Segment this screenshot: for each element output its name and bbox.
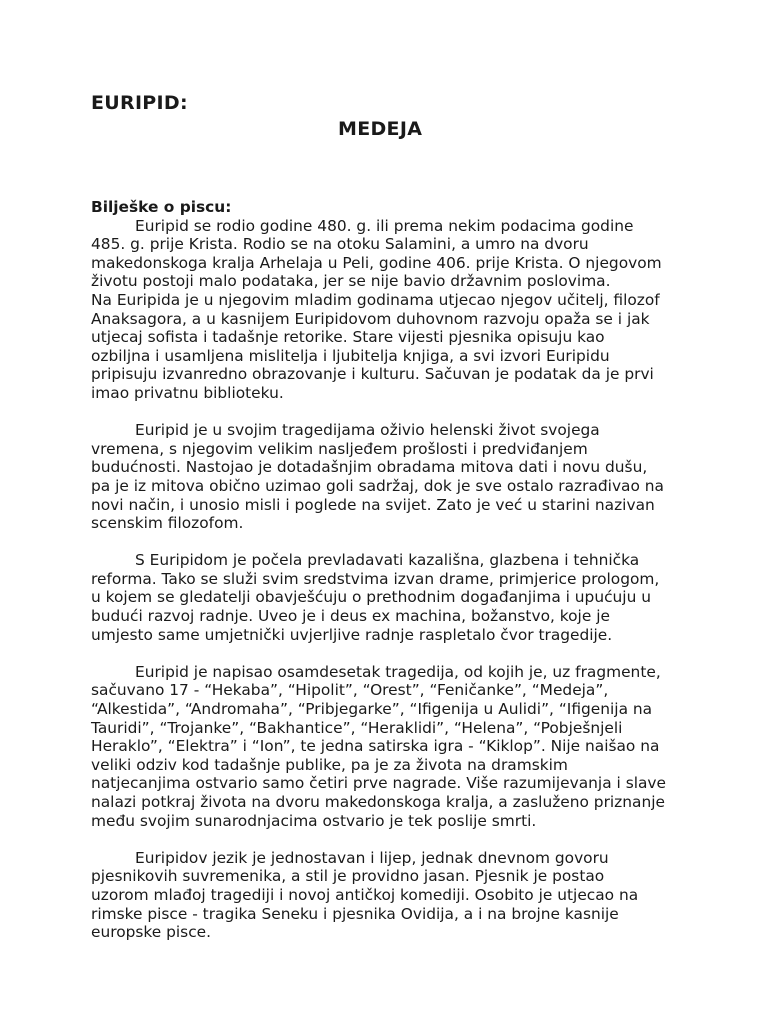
paragraph-line: vremena, s njegovim velikim nasljeđem prošlosti i predviđanjem: [91, 439, 588, 458]
paragraph-gap: [91, 403, 683, 422]
paragraph-line: budući razvoj radnje. Uveo je i deus ex machina, božanstvo, koje je: [91, 607, 610, 626]
paragraph-line: utjecaj sofista i tadašnje retorike. Stare vijesti pjesnika opisuju kao: [91, 328, 605, 347]
paragraph-line: sačuvano 17 - “Hekaba”, “Hipolit”, “Orest”, “Feničanke”, “Medeja”,: [91, 681, 609, 700]
paragraph-line: 485. g. prije Krista. Rodio se na otoku Salamini, a umro na dvoru: [91, 235, 589, 254]
paragraph-line: “Alkestida”, “Andromaha”, “Pribjegarke”, “Ifigenija u Aulidi”, “Ifigenija na: [91, 700, 653, 719]
paragraph-3: [91, 421, 683, 533]
paragraph-line: Euripid je u svojim tragedijama oživio helenski život svojega: [135, 421, 600, 440]
paragraph-line: Na Euripida je u njegovim mladim godinama utjecao njegov učitelj, filozof: [91, 290, 660, 309]
document-body: [91, 198, 683, 942]
paragraph-line: S Euripidom je počela prevladavati kazališna, glazbena i tehnička: [135, 551, 640, 570]
paragraph-line: uzorom mlađoj tragediji i novoj antičkoj komediji. Osobito je utjecao na: [91, 885, 639, 904]
paragraph-line: rimske pisce - tragika Seneku i pjesnika Ovidija, a i na brojne kasnije: [91, 904, 619, 923]
paragraph-2: [91, 291, 683, 403]
paragraph-1: [91, 217, 683, 291]
paragraph-gap: [91, 533, 683, 552]
author-heading: EURIPID:: [91, 92, 188, 114]
section-heading: Bilješke o piscu:: [91, 198, 232, 216]
paragraph-line: natjecanjima ostvario samo četiri prve nagrade. Više razumijevanja i slave: [91, 774, 667, 793]
paragraph-line: Euripid se rodio godine 480. g. ili prema nekim podacima godine: [135, 216, 634, 235]
paragraph-line: pjesnikovih suvremenika, a stil je providno jasan. Pjesnik je postao: [91, 867, 605, 886]
paragraph-line: Tauridi”, “Trojanke”, “Bakhantice”, “Heraklidi”, “Helena”, “Pobješnjeli: [91, 718, 623, 737]
paragraph-4: [91, 551, 683, 644]
paragraph-gap: [91, 644, 683, 663]
paragraph-line: scenskim filozofom.: [91, 514, 244, 533]
paragraph-line: umjesto same umjetnički uvjerljive radnje raspletalo čvor tragedije.: [91, 625, 613, 644]
paragraph-line: imao privatnu biblioteku.: [91, 383, 284, 402]
paragraph-line: Euripid je napisao osamdesetak tragedija, od kojih je, uz fragmente,: [135, 662, 661, 681]
paragraph-line: veliki odziv kod tadašnje publike, pa je za života na dramskim: [91, 755, 568, 774]
paragraph-line: nalazi potkraj života na dvoru makedonskoga kralja, a zasluženo priznanje: [91, 793, 665, 811]
paragraph-line: Euripidov jezik je jednostavan i lijep, jednak dnevnom govoru: [135, 848, 609, 867]
work-title: MEDEJA: [338, 118, 423, 140]
paragraph-line: pa je iz mitova obično uzimao goli sadržaj, dok je sve ostalo razrađivao na: [91, 476, 664, 495]
paragraph-line: makedonskoga kralja Arhelaja u Peli, godine 406. prije Krista. O njegovom: [91, 253, 662, 272]
paragraph-line: ozbiljna i usamljena mislitelja i ljubitelja knjiga, a svi izvori Euripidu: [91, 346, 610, 365]
paragraph-line: među svojim sunarodnjacima ostvario je tek poslije smrti.: [91, 811, 537, 830]
paragraph-line: životu postoji malo podataka, jer se nije bavio državnim poslovima.: [91, 272, 611, 291]
paragraph-line: Heraklo”, “Elektra” i “Ion”, te jedna satirska igra - “Kiklop”. Nije naišao na: [91, 737, 660, 756]
paragraph-line: u kojem se gledatelji obavješćuju o prethodnim događanjima i upućuju u: [91, 588, 651, 607]
paragraph-line: budućnosti. Nastojao je dotadašnjim obradama mitova dati i novu dušu,: [91, 458, 648, 477]
paragraph-5: [91, 663, 683, 830]
paragraph-line: novi način, i unosio misli i poglede na svijet. Zato je već u starini nazivan: [91, 495, 655, 514]
paragraph-line: pripisuju izvanredno obrazovanje i kulturu. Sačuvan je podatak da je prvi: [91, 365, 654, 384]
paragraph-line: reforma. Tako se služi svim sredstvima izvan drame, primjerice prologom,: [91, 569, 660, 588]
paragraph-line: Anaksagora, a u kasnijem Euripidovom duhovnom razvoju opaža se i jak: [91, 309, 650, 328]
paragraph-6: [91, 849, 683, 942]
paragraph-gap: [91, 830, 683, 849]
paragraph-line: europske pisce.: [91, 923, 212, 942]
